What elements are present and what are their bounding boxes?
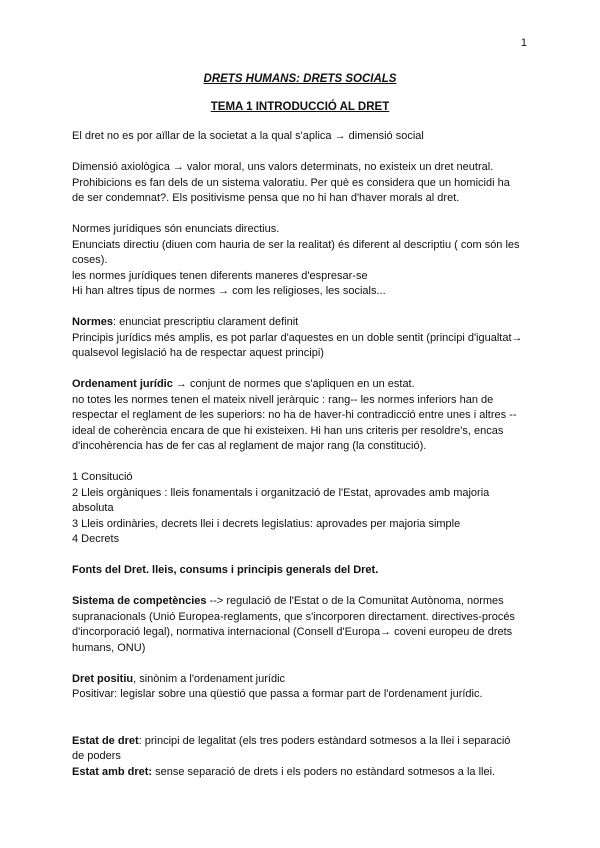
section-title: TEMA 1 INTRODUCCIÓ AL DRET xyxy=(210,101,390,113)
normes-line-1: Principis jurídics més amplis, es pot parlar d'aquestes en un doble sentit (principi d'igualtat→ xyxy=(72,331,523,344)
estat-de-dret-def: : principi de legalitat (els tres poders estàndard sotmesos a la llei i separació xyxy=(138,734,511,747)
fonts-heading: Fonts del Dret. lleis, consums i principis generals del Dret. xyxy=(72,564,379,576)
sistema-term: Sistema de competències xyxy=(72,595,207,607)
estat-amb-dret-definition xyxy=(72,765,534,781)
estat-de-dret-term: Estat de dret xyxy=(72,734,139,747)
ordenament-line-1: no totes les normes tenen el mateix nivell jeràrquic : rang-- les normes inferiors han de xyxy=(72,393,494,406)
sistema-def: --> regulació de l'Estat o de la Comunitat Autònoma, normes xyxy=(206,595,504,607)
paragraph-axiological-line-3: de ser condemnat?. Els positivisme pensa que no hi han d'haver morals al dret. xyxy=(72,192,460,204)
normes-term: Normes xyxy=(72,316,113,328)
ordenament-definition xyxy=(72,377,534,393)
sistema-line-3: humans, ONU) xyxy=(72,641,146,654)
hierarchy-item-2: 2 Lleis orgàniques : lleis fonamentals i organització de l'Estat, aprovades amb majoria xyxy=(72,486,490,499)
estat-de-dret-line: de poders xyxy=(72,750,121,762)
ordenament-line-4: d'incohèrencia has de fer cas al reglament de major rang (la constitució). xyxy=(72,440,427,452)
positiu-def: , sinònim a l'ordenament jurídic xyxy=(133,672,286,685)
positiu-line: Positivar: legislar sobre una qüestió que passa a formar part de l'ordenament jurídic. xyxy=(72,688,483,700)
paragraph-norms-line-2: Enunciats directiu (diuen com hauria de ser la realitat) és diferent al descriptiu ( com són les xyxy=(72,238,520,251)
normes-definition xyxy=(72,315,534,331)
page-number: 1 xyxy=(520,37,527,49)
sistema-definition xyxy=(72,594,534,610)
positiu-definition xyxy=(72,672,534,688)
paragraph-norms-line-4: les normes jurídiques tenen diferents maneres d'espresar-se xyxy=(72,269,368,282)
hierarchy-item-3: 3 Lleis ordinàries, decrets llei i decrets legislatius: aprovades per majoria simple xyxy=(72,517,461,530)
ordenament-line-3: ideal de coherència encara de que hi existeixen. Hi han uns criteris per resoldre's, encas xyxy=(72,424,504,437)
positiu-term: Dret positiu xyxy=(72,672,134,685)
sistema-line-2: d'incorporació legal), normativa internacional (Consell d'Europa→ coveni europeu de drets xyxy=(72,626,513,638)
sistema-line-1: supranacionals (Unió Europea-reglaments, que s'incorporen directament. directives-procés xyxy=(72,610,515,623)
paragraph-norms-line-5: Hi han altres tipus de normes → com les religioses, les socials... xyxy=(72,285,386,297)
hierarchy-item-4: 4 Decrets xyxy=(72,533,120,545)
ordenament-line-2: respectar el reglament de les superiors: no ha de haver-hi contradicció entre unes i altres -- xyxy=(72,409,517,421)
document-title: DRETS HUMANS: DRETS SOCIALS xyxy=(203,73,397,85)
hierarchy-item-1: 1 Consitució xyxy=(72,471,133,483)
estat-amb-dret-def: sense separació de drets i els poders no estàndard sotmesos a la llei. xyxy=(152,765,496,778)
paragraph-social-dimension: El dret no es por aïllar de la societat a la qual s'aplica → dimensió social xyxy=(72,130,424,142)
document-body xyxy=(72,129,534,780)
estat-de-dret-definition xyxy=(72,734,534,750)
ordenament-def: → conjunt de normes que s'apliquen en un estat. xyxy=(172,378,415,390)
ordenament-term: Ordenament jurídic xyxy=(72,378,173,390)
estat-amb-dret-term: Estat amb dret: xyxy=(72,765,153,778)
paragraph-axiological-line-1: Dimensió axiològica → valor moral, uns valors determinats, no existeix un dret neutral. xyxy=(72,161,494,173)
paragraph-axiological-line-2: Prohibicions es fan dels de un sistema valoratiu. Per què es considera que un homicidi ha xyxy=(72,176,510,189)
paragraph-norms-line-3: coses). xyxy=(72,254,108,266)
normes-line-2: qualsevol legislació ha de respectar aquest principi) xyxy=(72,347,324,359)
hierarchy-item-2-cont: absoluta xyxy=(72,502,114,514)
paragraph-norms-line-1: Normes jurídiques són enunciats directius. xyxy=(72,223,280,235)
normes-def: : enunciat prescriptiu clarament definit xyxy=(112,316,299,328)
